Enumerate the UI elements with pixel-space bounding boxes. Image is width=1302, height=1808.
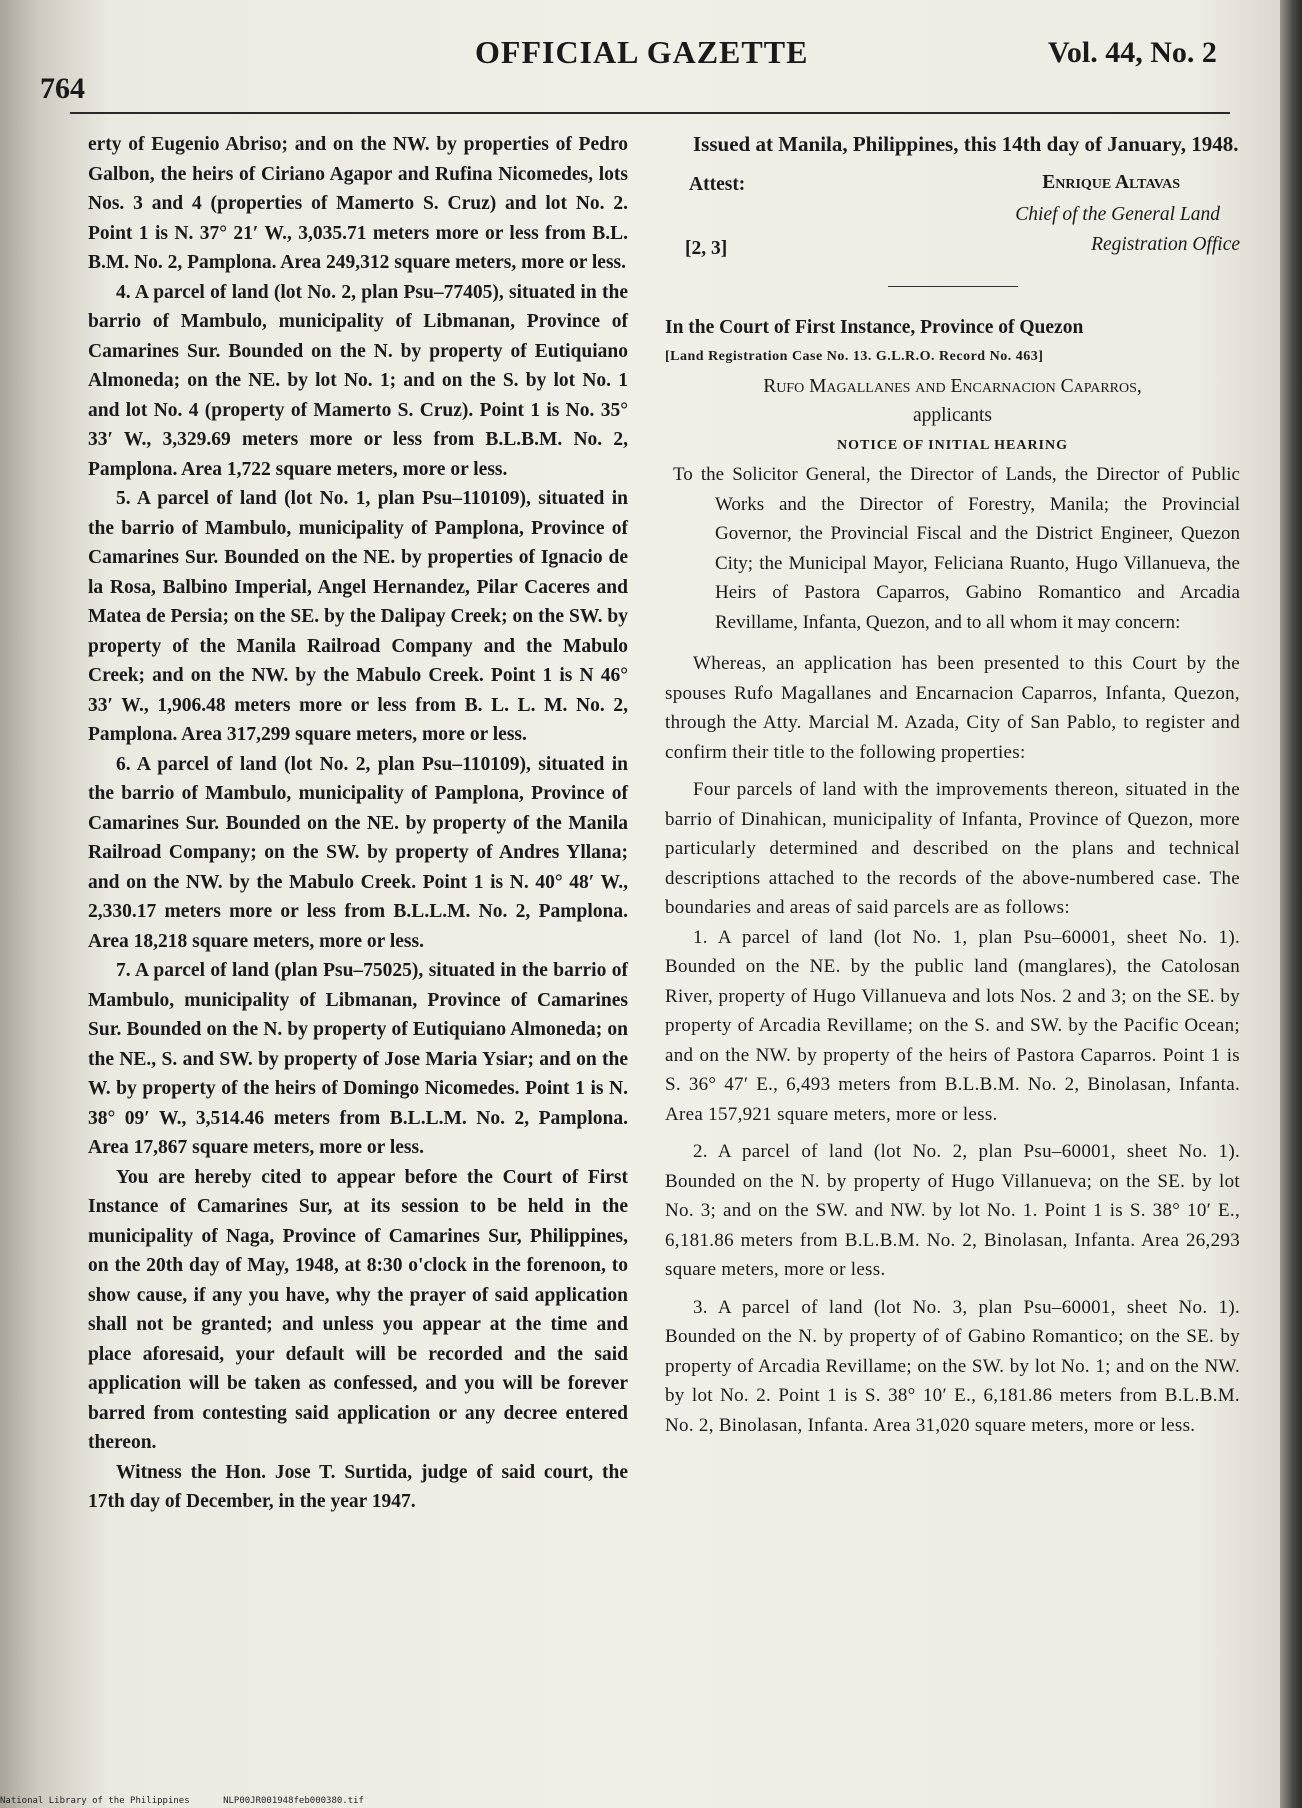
right-column	[665, 130, 1240, 1440]
signer-title-line-1: Chief of the General Land	[1015, 203, 1220, 225]
attest-label: Attest:	[689, 173, 746, 195]
page-number: 764	[40, 72, 85, 105]
continuation-paragraph: erty of Eugenio Abriso; and on the NW. by properties of Pedro Galbon, the heirs of Ciriano Agapor and Rufina Nicomedes, lots Nos. 3 and 4 (properties of Mamerto S. Cruz) and lot No. 2. Point 1 is N. 37° 21′ W., 3,035.71 meters more or less from B.L. B.M. No. 2, Pamplona. Area 249,312 square meters, more or less.	[88, 134, 628, 273]
parcel-4-paragraph: 4. A parcel of land (lot No. 2, plan Psu–77405), situated in the barrio of Mambulo, municipality of Libmanan, Province of Camarines Sur. Bounded on the N. by property of Eutiquiano Almoneda; on the NE. by lot No. 1; and on the S. by lot No. 1 and lot No. 4 (property of Mamerto S. Cruz). Point 1 is No. 35° 33′ W., 3,329.69 meters more or less from B.L.B.M. No. 2, Pamplona. Area 1,722 square meters, more or less.	[88, 281, 628, 480]
parcel-3-paragraph: 3. A parcel of land (lot No. 3, plan Psu–60001, sheet No. 1). Bounded on the N. by property of of Gabino Romantico; on the SE. by property of Arcadia Revillame; on the SW. by lot No. 1; and on the NW. by lot No. 2. Point 1 is S. 38° 10′ E., 6,181.86 meters from B.L.B.M. No. 2, Binolasan, Infanta. Area 31,020 square meters, more or less.	[665, 1296, 1240, 1436]
whereas-paragraph: Whereas, an application has been presented to this Court by the spouses Rufo Magallanes and Encarnacion Caparros, Infanta, Quezon, through the Atty. Marcial M. Azada, City of San Pablo, to register and confirm their title to the following properties:	[665, 653, 1240, 763]
addressees-paragraph: To the Solicitor General, the Director of Lands, the Director of Public Works and the Director of Forestry, Manila; the Provincial Governor, the Provincial Fiscal and the District Engineer, Quezon City; the Municipal Mayor, Feliciana Ruanto, Hugo Villanueva, the Heirs of Pastora Caparros, Gabino Romantico and Arcadia Revillame, Infanta, Quezon, and to all whom it may concern:	[673, 464, 1240, 633]
issue-reference: [2, 3]	[685, 237, 728, 259]
gazette-title: OFFICIAL GAZETTE	[475, 34, 809, 70]
page-header	[40, 30, 1240, 105]
issued-line: Issued at Manila, Philippines, this 14th day of January, 1948.	[693, 132, 1239, 156]
parcel-7-paragraph: 7. A parcel of land (plan Psu–75025), situated in the barrio of Mambulo, municipality of Libmanan, Province of Camarines Sur. Bounded on the N. by property of Eutiquiano Almoneda; on the NE., S. and SW. by property of Jose Maria Ysiar; and on the W. by property of the heirs of Domingo Nicomedes. Point 1 is N. 38° 09′ W., 3,514.46 meters from B.L.L.M. No. 2, Pamplona. Area 17,867 square meters, more or less.	[88, 960, 628, 1158]
signer-name: Enrique Altavas	[1042, 171, 1180, 193]
section-divider	[888, 286, 1018, 287]
parcel-6-paragraph: 6. A parcel of land (lot No. 2, plan Psu–110109), situated in the barrio of Mambulo, municipality of Pamplona, Province of Camarines Sur. Bounded on the NE. by property of the Manila Railroad Company; on the SW. by property of Andres Yllana; and on the NW. by the Mabulo Creek. Point 1 is N. 40° 48′ W., 2,330.17 meters more or less from B.L.L.M. No. 2, Pamplona. Area 18,218 square meters, more or less.	[88, 753, 628, 952]
four-parcels-paragraph: Four parcels of land with the improvements thereon, situated in the barrio of Dinahican, municipality of Infanta, Province of Quezon, more particularly determined and described on the plans and technical descriptions attached to the records of the above-numbered case. The boundaries and areas of said parcels are as follows:	[665, 779, 1240, 918]
case-reference: [Land Registration Case No. 13. G.L.R.O. Record No. 463]	[665, 349, 1044, 364]
signer-title-line-2: Registration Office	[1091, 233, 1240, 255]
notice-title: NOTICE OF INITIAL HEARING	[836, 437, 1069, 453]
parcel-1-paragraph: 1. A parcel of land (lot No. 1, plan Psu–60001, sheet No. 1). Bounded on the NE. by the public land (manglares), the Catolosan River, property of Hugo Villanueva and lots Nos. 2 and 3; on the SE. by property of Arcadia Revillame; on the S. and SW. by the Pacific Ocean; and on the NW. by property of the heirs of Pastora Caparros. Point 1 is S. 36° 47′ E., 6,493 meters from B.L.B.M. No. 2, Binolasan, Infanta. Area 157,921 square meters, more or less.	[665, 926, 1240, 1125]
applicants-label: applicants	[912, 405, 993, 426]
witness-paragraph: Witness the Hon. Jose T. Surtida, judge of said court, the 17th day of December, in the year 1947.	[88, 1461, 628, 1512]
header-rule	[70, 112, 1230, 114]
left-column	[88, 130, 628, 1517]
attest-block	[665, 164, 1240, 268]
parcel-2-paragraph: 2. A parcel of land (lot No. 2, plan Psu–60001, sheet No. 1). Bounded on the N. by property of Hugo Villanueva; on the SE. by lot No. 3; and on the SW. and NW. by lot No. 1. Point 1 is S. 38° 10′ E., 6,181.86 meters from B.L.B.M. No. 2, Binolasan, Infanta. Area 26,293 square meters, more or less.	[665, 1141, 1240, 1280]
notice-body	[665, 649, 1240, 1440]
library-credit: National Library of the Philippines	[0, 1796, 190, 1806]
court-heading: In the Court of First Instance, Province of Quezon	[665, 316, 1084, 338]
parcel-5-paragraph: 5. A parcel of land (lot No. 1, plan Psu–110109), situated in the barrio of Mambulo, municipality of Pamplona, Province of Camarines Sur. Bounded on the NE. by properties of Ignacio de la Rosa, Balbino Imperial, Angel Hernandez, Pilar Caceres and Matea de Persia; on the SE. by the Dalipay Creek; on the SW. by property of the Manila Railroad Company and the Mabulo Creek; and on the NW. by the Mabulo Creek. Point 1 is N 46° 33′ W., 1,906.48 meters more or less from B. L. L. M. No. 2, Pamplona. Area 317,299 square meters, more or less.	[88, 488, 628, 745]
citation-paragraph: You are hereby cited to appear before the Court of First Instance of Camarines Sur, at its session to be held in the municipality of Naga, Province of Camarines Sur, Philippines, on the 20th day of May, 1948, at 8:30 o'clock in the forenoon, to show cause, if any you have, why the prayer of said application shall not be granted; and unless you appear at the time and place aforesaid, your default will be recorded and the said application will be taken as confessed, and you will be forever barred from contesting said application or any decree entered thereon.	[88, 1166, 628, 1453]
volume-number: Vol. 44, No. 2	[1048, 36, 1217, 69]
applicant-names: Rufo Magallanes and Encarnacion Caparros,	[763, 375, 1142, 397]
file-name: NLP00JR001948feb000380.tif	[223, 1796, 364, 1806]
scan-footer	[0, 1796, 392, 1806]
book-spine	[1280, 0, 1302, 1808]
